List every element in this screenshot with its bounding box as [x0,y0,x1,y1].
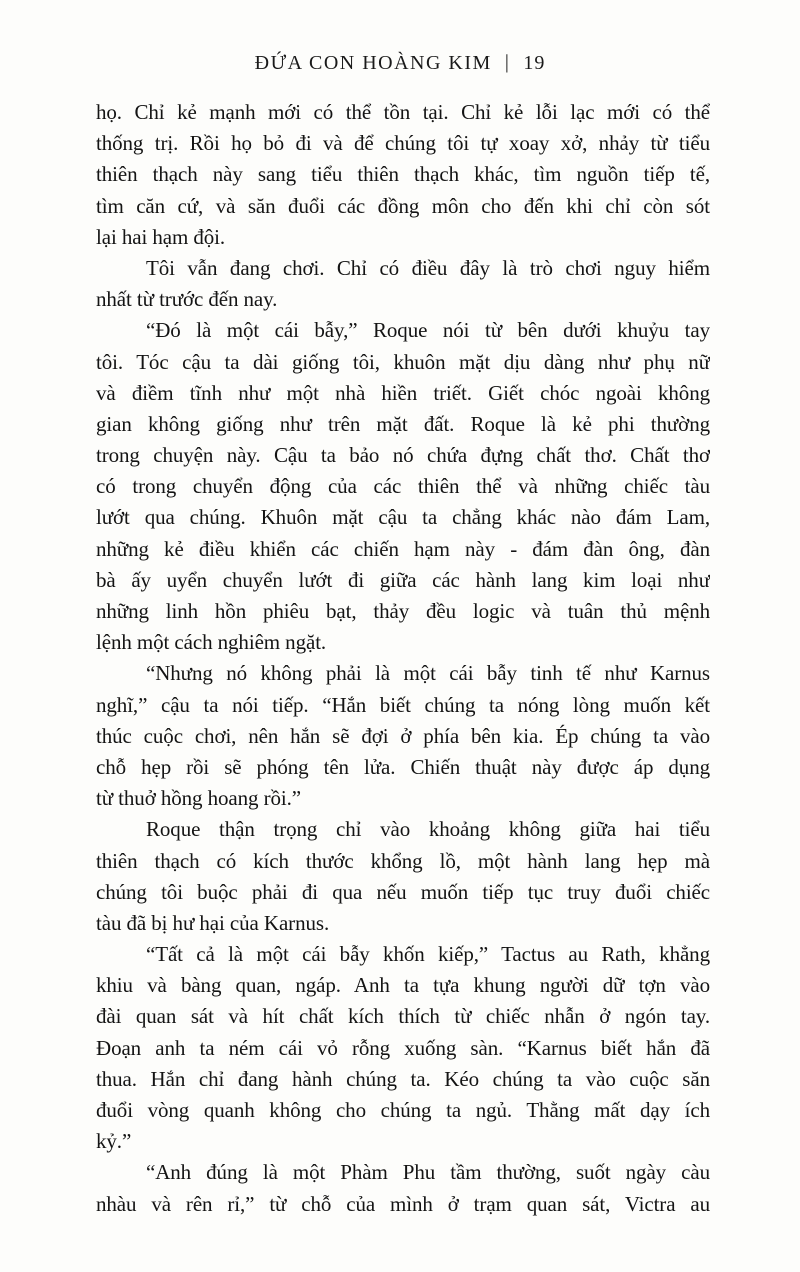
text-line: bà ấy uyển chuyển lướt đi giữa các hành lang kim loại như [96,567,710,592]
header-separator: | [504,51,511,73]
text-line: họ. Chỉ kẻ mạnh mới có thể tồn tại. Chỉ kẻ lỗi lạc mới có thể [96,100,710,124]
text-line: trong chuyện này. Cậu ta bảo nó chứa đựng chất thơ. Chất thơ [96,443,710,468]
text-line: tôi. Tóc cậu ta dài giống tôi, khuôn mặt dịu dàng như phụ nữ [96,349,710,374]
paragraph [96,253,710,315]
text-line: có trong chuyển động của các thiên thể và những chiếc tàu [96,474,710,499]
text-line: khiu và bàng quan, ngáp. Anh ta tựa khung người dữ tợn vào [96,973,710,998]
text-line: “Nhưng nó không phải là một cái bẫy tinh tế như Karnus [146,661,710,686]
text-line: Tôi vẫn đang chơi. Chỉ có điều đây là trò chơi nguy hiểm [146,255,710,280]
text-line: “Anh đúng là một Phàm Phu tầm thường, suốt ngày càu [146,1160,710,1185]
text-line: “Tất cả là một cái bẫy khốn kiếp,” Tactus au Rath, khẳng [146,942,710,967]
text-line: đài quan sát và hít chất kích thích từ chiếc nhẫn ở ngón tay. [96,1004,710,1029]
text-line: lướt qua chúng. Khuôn mặt cậu ta chẳng khác nào đám Lam, [96,505,710,530]
text-line: những linh hồn phiêu bạt, thảy đều logic và tuân thủ mệnh [96,599,710,623]
paragraph [96,315,710,658]
paragraph [96,97,710,253]
text-line: Đoạn anh ta ném cái vỏ rỗng xuống sàn. “Karnus biết hắn đã [96,1035,710,1060]
page-number: 19 [523,52,546,74]
text-line: chúng tôi buộc phải đi qua nếu muốn tiếp tục truy đuổi chiếc [96,879,710,904]
text-line: Roque thận trọng chỉ vào khoảng không giữa hai tiểu [146,817,710,842]
body-text [96,97,710,1220]
text-line: kỷ.” [96,1129,132,1154]
paragraph [96,939,710,1157]
text-line: nhàu và rên rỉ,” từ chỗ của mình ở trạm quan sát, Victra au [96,1191,710,1216]
text-line: lệnh một cách nghiêm ngặt. [96,630,327,655]
page-header [0,52,800,75]
text-line: tìm căn cứ, và săn đuổi các đồng môn cho đến khi chỉ còn sót [96,193,710,218]
text-line: đuổi vòng quanh không cho chúng ta ngủ. Thằng mất dạy ích [96,1098,710,1122]
text-line: nhất từ trước đến nay. [96,287,278,312]
running-title: ĐỨA CON HOÀNG KIM [254,52,492,74]
text-line: thúc cuộc chơi, nên hắn sẽ đợi ở phía bên kia. Ép chúng ta vào [96,723,710,748]
text-line: tàu đã bị hư hại của Karnus. [96,910,330,935]
text-line: và điềm tĩnh như một nhà hiền triết. Giết chóc ngoài không [96,380,710,405]
text-line: thiên thạch này sang tiểu thiên thạch khác, tìm nguồn tiếp tế, [96,162,710,187]
paragraph [96,814,710,939]
text-line: từ thuở hồng hoang rồi.” [96,786,301,811]
text-line: gian không giống như trên mặt đất. Roque là kẻ phi thường [96,411,710,436]
text-line: thua. Hắn chỉ đang hành chúng ta. Kéo chúng ta vào cuộc săn [96,1066,710,1091]
paragraph [96,1157,710,1219]
text-line: lại hai hạm đội. [96,224,226,249]
text-line: “Đó là một cái bẫy,” Roque nói từ bên dưới khuỷu tay [146,318,710,343]
text-line: thiên thạch có kích thước khổng lồ, một hành lang hẹp mà [96,848,710,873]
text-line: những kẻ điều khiển các chiến hạm này - đám đàn ông, đàn [96,536,710,561]
paragraph [96,658,710,814]
text-line: nghĩ,” cậu ta nói tiếp. “Hắn biết chúng ta nóng lòng muốn kết [96,692,710,717]
text-line: chỗ hẹp rồi sẽ phóng tên lửa. Chiến thuật này được áp dụng [96,754,710,779]
text-line: thống trị. Rồi họ bỏ đi và để chúng tôi tự xoay xở, nhảy từ tiểu [96,131,710,156]
